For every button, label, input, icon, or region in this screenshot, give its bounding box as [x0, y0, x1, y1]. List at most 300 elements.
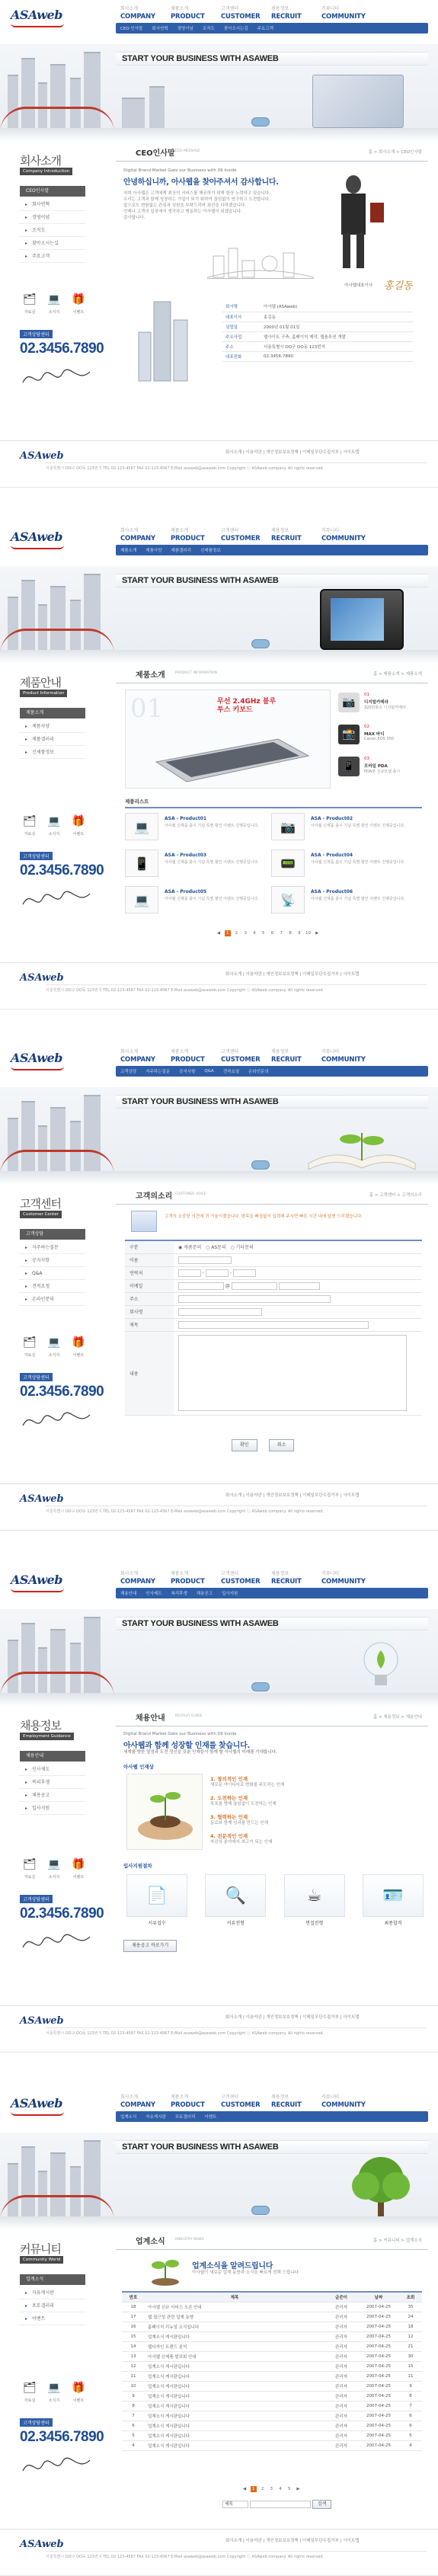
sidebar-item[interactable]: ▸ 인사제도 — [20, 1763, 85, 1776]
row-cell: 관리자 — [325, 2430, 358, 2440]
section-process: 입사지원절차 — [123, 1863, 152, 1869]
page-link[interactable]: 8 — [289, 931, 292, 936]
page-link[interactable]: 2 — [235, 931, 238, 936]
table-row[interactable] — [122, 2312, 422, 2322]
phone-number: 02.3456.7890 — [20, 862, 104, 878]
process-step: 🔍 서류전형 — [205, 1874, 266, 1926]
product-item[interactable]: 📟 ASA - Product04 아사웹 신제품 출시 기념 특별 할인 이벤트 진행중입니다. — [271, 850, 424, 878]
row-cell: 관리자 — [325, 2351, 358, 2361]
featured-product[interactable]: 01 무선 2.4GHz 블루투스 키보드 — [125, 690, 331, 789]
search-docs-icon: 🔍 — [205, 1874, 266, 1917]
phone-input-2[interactable] — [206, 1269, 229, 1277]
folder-icon[interactable]: 🗂 자료실 — [23, 815, 37, 837]
page-title: 채용안내 — [136, 1714, 165, 1723]
row-cell: 6 — [399, 2421, 422, 2430]
quick-icons — [20, 1856, 88, 1880]
main-visual — [0, 1087, 438, 1185]
document-icon: 📄 — [126, 1874, 187, 1917]
table-header: 번호 제목 글쓴이 날짜 조회 — [122, 2292, 422, 2302]
subnav-item[interactable]: 제품소개 — [120, 549, 137, 553]
radio-option[interactable]: ○ 기타문의 — [230, 1245, 254, 1251]
subnav-item[interactable]: 복리후생 — [171, 1592, 187, 1596]
sidebar-item[interactable]: ▸ 채용공고 — [20, 1789, 85, 1802]
gnb-company[interactable]: 회사소개 COMPANY — [120, 2094, 155, 2109]
recruit-notice-button[interactable]: 채용공고 바로가기 — [123, 1940, 177, 1952]
city-sketch — [207, 233, 314, 279]
row-cell: 24 — [399, 2312, 422, 2322]
event-icon[interactable]: 🎁 이벤트 — [72, 2382, 85, 2403]
lightbulb-image — [358, 1640, 404, 1693]
sub-nav — [116, 23, 428, 34]
quick-icons — [20, 813, 88, 837]
sidebar-subtitle: Customer Center — [20, 1211, 62, 1218]
notebook-icon[interactable]: 💻 소식지 — [47, 1336, 61, 1358]
pmp-device-image — [320, 589, 404, 650]
gnb-customer[interactable]: 고객센터 CUSTOMER — [221, 528, 261, 542]
next-page[interactable]: ▶ — [315, 931, 319, 936]
header — [0, 1043, 438, 1087]
submit-button[interactable]: 확인 — [232, 1439, 257, 1451]
row-cell: 관리자 — [325, 2381, 358, 2391]
footer-links[interactable]: 회사소개 | 이용약관 | 개인정보보호정책 | 이메일무단수집거부 | 사이트맵 — [225, 1493, 360, 1498]
folder-icon[interactable]: 🗂 자료실 — [23, 1336, 37, 1358]
footer: ASAweb 회사소개 | 이용약관 | 개인정보보호정책 | 이메일무단수집거부 | 사이트맵 서울특별시 OO구 OO동 123번지 TEL 02-123-4567 FAX 02-123-4567 E-Mail asaweb@asaweb.com Copyright ⓒ ASAweb company. All rights reserved. — [0, 440, 438, 488]
email-domain-input[interactable] — [232, 1282, 277, 1290]
ceo-headline: 안녕하십니까, 아사웹을 찾아주셔서 감사합니다. — [123, 178, 279, 187]
phone-number: 02.3456.7890 — [20, 1906, 104, 1922]
row-cell: 관리자 — [325, 2302, 358, 2312]
subnav-item[interactable]: 회사연혁 — [152, 27, 168, 31]
row-cell: 2007-04-25 — [358, 2421, 399, 2430]
sidebar-item[interactable]: ▸ 포토갤러리 — [20, 2299, 85, 2312]
page-link[interactable]: 10 — [305, 931, 311, 936]
sidebar-item[interactable]: ▸ 복리후생 — [20, 1776, 85, 1789]
sidebar-item[interactable]: ▸ 입사지원 — [20, 1802, 85, 1815]
gnb-recruit[interactable]: 채용정보 RECRUIT — [271, 1049, 302, 1064]
email-domain-select[interactable] — [279, 1282, 320, 1290]
sidebar-item-active[interactable]: 업계소식 — [20, 2274, 85, 2285]
gnb-community[interactable]: 커뮤니티 COMMUNITY — [321, 1049, 366, 1064]
event-icon[interactable]: 🎁 이벤트 — [72, 1858, 85, 1880]
header — [0, 522, 438, 566]
address-input[interactable] — [178, 1295, 331, 1303]
company-info-table: 회사명 아사웹 (ASAweb) 대표이사 홍길동 설립일 2000년 01월 01일 주요사업 웹사이트 구축, 홈페이지 제작, 웹솔루션 개발 주소 서울특별시 OO구 OO동 123번지 대표전화 02-3456-7890 — [222, 302, 413, 362]
gnb-community[interactable]: 커뮤니티 COMMUNITY — [321, 6, 366, 21]
row-title-link[interactable]: 업계소식 게시판입니다 — [145, 2361, 325, 2371]
row-title-link[interactable]: 업계소식 게시판입니다 — [145, 2440, 325, 2450]
sidebar-item[interactable]: ▸ 찾아오시는길 — [20, 237, 85, 250]
gnb-company[interactable]: 회사소개 COMPANY — [120, 6, 155, 21]
sidebar-title: 고객센터 — [20, 1197, 61, 1211]
section-ideal-talent: 아사웹 인재상 — [123, 1764, 154, 1770]
row-cell: 관리자 — [325, 2421, 358, 2430]
page-link[interactable]: 6 — [270, 931, 274, 936]
sidebar-subtitle: Product Information — [20, 690, 67, 697]
sidebar-subtitle: Community World — [20, 2256, 63, 2264]
monitor-icon — [131, 1211, 157, 1232]
row-cell: 관리자 — [325, 2361, 358, 2371]
process-step: 📄 서류접수 — [126, 1874, 187, 1926]
subnav-item[interactable]: 입사지원 — [222, 1592, 238, 1596]
table-row[interactable] — [122, 2391, 422, 2401]
row-cell: 6 — [399, 2411, 422, 2421]
sidebar-item[interactable]: ▸ Q&A — [20, 1267, 85, 1280]
mouse-image — [251, 1160, 270, 1170]
subnav-item[interactable]: 인사제도 — [145, 1592, 162, 1596]
subject-input[interactable] — [178, 1321, 369, 1329]
search-field-select[interactable]: 제목 — [222, 2501, 248, 2508]
sidebar-item[interactable]: ▸ 견적요청 — [20, 1280, 85, 1293]
cs-center: 고객상담센터 02.3456.7890 — [20, 846, 96, 879]
gnb-recruit[interactable]: 채용정보 RECRUIT — [271, 6, 302, 21]
content-textarea[interactable] — [178, 1335, 407, 1411]
row-cell: 30 — [399, 2351, 422, 2361]
content: 업계소식 INDUSTRY NEWS 홈 > 커뮤니티 > 업계소식 업계소식을 알려드립니다 아사웹이 새로운 업계 동향과 소식을 빠르게 전해 드립니다. 번호 제목 글쓴이 날짜 조회 18 아사웹 신규 서비스 오픈 안내 관리자 2007-04-25 35 17 웹 접근성 관련 업계 동향 관리자 2007-04-25 24 16 홈페이지 리뉴얼 소식입니다 관리자 2007-04-25 18 15 업계소식 게시판입니다 관리자 2007-04-25 12 14 웹디자인 트렌드 분석 관리자 2007-04-25 21 13 아사웹 신제품 발표회 안내 관리자 2007-04-25 30 12 업계소식 게시판입니다 관리자 2007-04-25 15 11 업계소식 게시판입니다 관리자 2007-04-25 11 10 업계소식 게시판입니다 관리자 2007-04-25 9 9 업계소식 게시판입니다 관리자 2007-04-25 8 8 업계소식 게시판입니다 관리자 2007-04-25 7 7 업계소식 게시판입니다 관리자 2007-04-25 6 6 업계소식 게시판입니다 관리자 2007-04-25 6 5 업계소식 게시판입니다 관리자 2007-04-25 5 4 업계소식 게시판입니다 관리자 2007-04-25 4 ◀ 1 2 3 4 5 ▶ 제목 검색 — [116, 2230, 428, 2529]
row-cell: 2007-04-25 — [358, 2302, 399, 2312]
logo[interactable]: ASAweb — [11, 530, 79, 551]
table-row[interactable] — [122, 2341, 422, 2351]
row-cell: 관리자 — [325, 2322, 358, 2331]
gnb-community[interactable]: 커뮤니티 COMMUNITY — [321, 2094, 366, 2109]
footer-links[interactable]: 회사소개 | 이용약관 | 개인정보보호정책 | 이메일무단수집거부 | 사이트맵 — [225, 972, 360, 977]
subnav-item[interactable]: 채용공고 — [196, 1592, 213, 1596]
table-row[interactable] — [122, 2411, 422, 2421]
row-cell: 2007-04-25 — [358, 2440, 399, 2450]
footer-links[interactable]: 회사소개 | 이용약관 | 개인정보보호정책 | 이메일무단수집거부 | 사이트맵 — [225, 450, 360, 455]
subnav-item[interactable]: Q&A — [204, 1069, 214, 1074]
product-item[interactable]: 💻 ASA - Product05 아사웹 신제품 출시 기념 특별 할인 이벤트 진행중입니다. — [125, 886, 277, 915]
subnav-item[interactable]: 자유게시판 — [145, 2115, 166, 2120]
logo[interactable]: ASAweb — [11, 1573, 79, 1594]
subnav-item[interactable]: 채용안내 — [120, 1592, 137, 1596]
gnb-recruit[interactable]: 채용정보 RECRUIT — [271, 1571, 302, 1586]
product-item[interactable]: 📷 ASA - Product02 아사웹 신제품 출시 기념 특별 할인 이벤트 진행중입니다. — [271, 813, 424, 842]
gnb-company[interactable]: 회사소개 COMPANY — [120, 528, 155, 542]
footer-links[interactable]: 회사소개 | 이용약관 | 개인정보보호정책 | 이메일무단수집거부 | 사이트맵 — [225, 2015, 360, 2020]
prev-page[interactable]: ◀ — [242, 2487, 247, 2491]
product-item[interactable]: 📡 ASA - Product06 아사웹 신제품 출시 기념 특별 할인 이벤트 진행중입니다. — [271, 886, 424, 915]
row-cell: 12 — [122, 2361, 145, 2371]
content — [116, 664, 428, 962]
gnb-product[interactable]: 제품소개 PRODUCT — [171, 1049, 205, 1064]
sidebar-item[interactable]: ▸ 신제품정보 — [20, 746, 85, 759]
folder-icon[interactable]: 🗂 자료실 — [23, 293, 37, 315]
subnav-item[interactable]: 견적요청 — [222, 1070, 240, 1074]
slogan: START YOUR BUSINESS WITH ASAWEB — [122, 1097, 279, 1106]
phone-input-1[interactable] — [178, 1269, 201, 1277]
slogan: START YOUR BUSINESS WITH ASAWEB — [122, 54, 279, 63]
subnav-item[interactable]: 포토갤러리 — [174, 2115, 196, 2120]
row-cell: 2007-04-25 — [358, 2430, 399, 2440]
sidebar-item[interactable]: ▸ 회사연혁 — [20, 198, 85, 211]
mouse-image — [251, 117, 270, 126]
search-input[interactable] — [250, 2501, 311, 2508]
main-visual — [0, 566, 438, 664]
open-book-image — [305, 1133, 419, 1171]
side-product[interactable]: 📱 03 모바일 PDA PDA폰 신규모델 출시 — [338, 754, 422, 786]
row-cell: 5 — [122, 2430, 145, 2440]
sub-nav — [116, 1588, 428, 1598]
table-row[interactable] — [122, 2351, 422, 2361]
row-cell: 9 — [122, 2391, 145, 2401]
table-row[interactable] — [122, 2371, 422, 2381]
main-visual — [0, 2133, 438, 2230]
cancel-button[interactable]: 취소 — [269, 1439, 295, 1451]
notebook-icon[interactable]: 💻 소식지 — [47, 293, 61, 315]
prev-page[interactable]: ◀ — [216, 931, 221, 936]
product-item[interactable]: 📱 ASA - Product03 아사웹 신제품 출시 기념 특별 할인 이벤트 진행중입니다. — [125, 850, 277, 878]
row-cell: 2007-04-25 — [358, 2341, 399, 2351]
gnb-product[interactable]: 제품소개 PRODUCT — [171, 528, 205, 542]
sidebar-item-active[interactable]: 고객상담 — [20, 1229, 85, 1240]
page-link[interactable]: 4 — [253, 931, 256, 936]
name-input[interactable] — [178, 1256, 232, 1264]
notebook-icon[interactable]: 💻 소식지 — [47, 2382, 61, 2403]
sidebar — [0, 1707, 105, 2005]
slogan: START YOUR BUSINESS WITH ASAWEB — [122, 576, 279, 585]
gnb-product[interactable]: 제품소개 PRODUCT — [171, 6, 205, 21]
logo[interactable]: ASAweb — [11, 8, 79, 29]
row-cell: 7 — [122, 2411, 145, 2421]
row-title-link[interactable]: 업계소식 게시판입니다 — [145, 2401, 325, 2411]
logo[interactable]: ASAweb — [11, 2096, 79, 2117]
sidebar-item[interactable]: ▸ 제품갤러리 — [20, 733, 85, 746]
radio-option[interactable]: ◉ 제품문의 — [178, 1245, 202, 1251]
sidebar-item[interactable]: ▸ 자주하는질문 — [20, 1241, 85, 1254]
row-title-link[interactable]: 업계소식 게시판입니다 — [145, 2411, 325, 2421]
main-visual — [0, 44, 438, 142]
page-link[interactable]: 3 — [244, 931, 247, 936]
gnb-customer[interactable]: 고객센터 CUSTOMER — [221, 1571, 261, 1586]
row-cell: 관리자 — [325, 2341, 358, 2351]
row-cell: 5 — [399, 2430, 422, 2440]
row-cell: 21 — [399, 2341, 422, 2351]
content-title-bar: 채용안내 RECRUIT GUIDE 홈 > 채용정보 > 채용안내 — [116, 1707, 428, 1726]
value-item: 4. 전문적인 인재 자신의 분야에서 최고가 되는 인재 — [210, 1833, 273, 1845]
ceo-message: 저희 아사웹은 고객에게 최상의 서비스를 제공하기 위해 항상 노력하고 있습니다. 우리는 고객과 함께 성장하는 기업이 되기 위하여 끊임없이 연구하고 도전합니다. 앞으로도 변함없는 관심과 성원을 부탁드리며 최선을 다하겠습니다. 언제나 고객의 입장에서 생각하고 행동하는 아사웹이 되겠습니다. 감사합니다. — [123, 191, 270, 220]
coffee-icon: ☕ — [284, 1874, 345, 1917]
row-cell: 8 — [399, 2391, 422, 2401]
table-row[interactable] — [122, 2302, 422, 2312]
event-icon[interactable]: 🎁 이벤트 — [72, 815, 85, 837]
page-link[interactable]: 3 — [270, 2487, 273, 2491]
folder-icon[interactable]: 🗂 자료실 — [23, 1858, 37, 1880]
sidebar-subtitle: Company Introduction — [20, 168, 72, 175]
radio-option[interactable]: ○ AS문의 — [206, 1245, 226, 1251]
row-title-link[interactable]: 아사웹 신제품 발표회 안내 — [145, 2351, 325, 2361]
subnav-item[interactable]: 온라인문의 — [248, 1070, 269, 1074]
row-cell: 18 — [122, 2302, 145, 2312]
ceo-signature: 홍길동 — [384, 280, 413, 292]
email-id-input[interactable] — [178, 1282, 224, 1290]
notebook-icon[interactable]: 💻 소식지 — [47, 815, 61, 837]
row-title-link[interactable]: 웹 접근성 관련 업계 동향 — [145, 2312, 325, 2322]
table-row[interactable] — [122, 2361, 422, 2371]
folder-icon[interactable]: 🗂 자료실 — [23, 2382, 37, 2403]
page-link[interactable]: 1 — [251, 2486, 257, 2492]
subnav-item[interactable]: 고객상담 — [120, 1070, 137, 1074]
gnb-customer[interactable]: 고객센터 CUSTOMER — [221, 6, 261, 21]
sidebar-item[interactable]: ▸ 이벤트 — [20, 2312, 85, 2325]
table-row[interactable] — [122, 2401, 422, 2411]
sidebar-title: 커뮤니티 — [20, 2242, 61, 2256]
sidebar-item-active[interactable]: 채용안내 — [20, 1751, 85, 1762]
page-link[interactable]: 1 — [225, 930, 231, 936]
header — [0, 1565, 438, 1609]
sidebar-item[interactable]: ▸ 제품사양 — [20, 720, 85, 733]
content: 채용안내 RECRUIT GUIDE 홈 > 채용정보 > 채용안내 Digital Brand Market Gate our Business with 09 Inside 아사웹과 함께 성장할 인재를 찾습니다. 세계를 향한 열정과 도전 정신을 갖춘 인재들이 함께 할 아사웹의 미래를 기대합니다. 아사웹 인재상 1. 창의적인 인재 새로운 아이디어로 변화를 주도하는 인재 2. 도전하는 인재 목표를 향해 끊임없이 도전하는 인재 3. 협력하는 인재 동료와 함께 성과를 만드는 인재 4. 전문적인 인재 자신의 분야에서 최고가 되는 인재 입사지원절차 📄 서류접수 🔍 서류전형 ☕ 면접전형 🪪 최종합격 채용공고 바로가기 — [116, 1707, 428, 2005]
talent-values — [210, 1775, 416, 1845]
row-cell: 2007-04-25 — [358, 2361, 399, 2371]
row-title-link[interactable]: 업계소식 게시판입니다 — [145, 2391, 325, 2401]
page-title: 고객의소리 — [136, 1192, 173, 1201]
page-title: 제품소개 — [136, 671, 165, 680]
row-title-link[interactable]: 업계소식 게시판입니다 — [145, 2381, 325, 2391]
page-product — [0, 522, 438, 1010]
gnb-product[interactable]: 제품소개 PRODUCT — [171, 1571, 205, 1586]
row-cell: 2007-04-25 — [358, 2381, 399, 2391]
search-button[interactable]: 검색 — [312, 2500, 332, 2509]
subnav-item[interactable]: CEO 인사말 — [120, 27, 143, 31]
page-link[interactable]: 5 — [262, 931, 265, 936]
notebook-icon[interactable]: 💻 소식지 — [47, 1858, 61, 1880]
gnb-community[interactable]: 커뮤니티 COMMUNITY — [321, 1571, 366, 1586]
row-title-link[interactable]: 업계소식 게시판입니다 — [145, 2421, 325, 2430]
sidebar-item-active[interactable]: 제품소개 — [20, 708, 85, 718]
signature-image — [20, 2451, 96, 2482]
footer: ASAweb 회사소개 | 이용약관 | 개인정보보호정책 | 이메일무단수집거부 | 사이트맵 서울특별시 OO구 OO동 123번지 TEL 02-123-4567 FAX 02-123-4567 E-Mail asaweb@asaweb.com Copyright ⓒ ASAweb company. All rights reserved. — [0, 1483, 438, 1531]
table-row[interactable] — [122, 2322, 422, 2331]
subnav-item[interactable]: 경영이념 — [177, 27, 193, 31]
page-title: 업계소식 — [136, 2238, 165, 2246]
row-cell: 2007-04-25 — [358, 2322, 399, 2331]
sidebar — [0, 1185, 105, 1483]
page-link[interactable]: 5 — [288, 2487, 291, 2491]
gnb-product[interactable]: 제품소개 PRODUCT — [171, 2094, 205, 2109]
row-cell: 관리자 — [325, 2391, 358, 2401]
subnav-item[interactable]: 제품갤러리 — [171, 549, 192, 553]
sidebar-item[interactable]: ▸ 주요고객 — [20, 250, 85, 263]
sidebar-item-active[interactable]: CEO인사말 — [20, 186, 85, 197]
sidebar-item[interactable]: ▸ 조직도 — [20, 224, 85, 237]
footer-links[interactable]: 회사소개 | 이용약관 | 개인정보보호정책 | 이메일무단수집거부 | 사이트맵 — [225, 2539, 360, 2543]
breadcrumb: 홈 > 제품소개 > 제품소개 — [372, 672, 422, 677]
side-products — [338, 690, 422, 786]
ceo-photo — [320, 172, 388, 279]
row-cell: 16 — [122, 2322, 145, 2331]
row-title-link[interactable]: 아사웹 신규 서비스 오픈 안내 — [145, 2302, 325, 2312]
row-cell: 10 — [122, 2381, 145, 2391]
board-headline: 업계소식을 알려드립니다 — [192, 2262, 273, 2270]
phone-input-3[interactable] — [233, 1269, 256, 1277]
subnav-item[interactable]: 주요고객 — [257, 27, 273, 31]
row-title-link[interactable]: 업계소식 게시판입니다 — [145, 2371, 325, 2381]
page-link[interactable]: 2 — [261, 2487, 264, 2491]
side-product[interactable]: 📸 02 MAX 바디 Canon EOS 350 — [338, 722, 422, 754]
row-cell: 관리자 — [325, 2411, 358, 2421]
row-cell: 관리자 — [325, 2440, 358, 2450]
logo[interactable]: ASAweb — [11, 1051, 79, 1072]
main-visual — [0, 1609, 438, 1707]
table-row[interactable] — [122, 2381, 422, 2391]
tree-image — [343, 2151, 419, 2227]
row-cell: 13 — [122, 2351, 145, 2361]
table-row[interactable] — [122, 2430, 422, 2440]
product-item[interactable]: 💻 ASA - Product01 아사웹 신제품 출시 기념 특별 할인 이벤트 진행중입니다. — [125, 813, 277, 842]
content — [116, 1185, 428, 1483]
event-icon[interactable]: 🎁 이벤트 — [72, 1336, 85, 1358]
row-cell: 관리자 — [325, 2312, 358, 2322]
row-title-link[interactable]: 웹디자인 트렌드 분석 — [145, 2341, 325, 2351]
mouse-image — [251, 1682, 270, 1691]
side-product[interactable]: 📷 01 디지털카메라 320만화소 디지털카메라 — [338, 690, 422, 722]
table-row[interactable] — [122, 2440, 422, 2450]
subnav-item[interactable]: 이벤트 — [204, 2115, 217, 2120]
gnb-community[interactable]: 커뮤니티 COMMUNITY — [321, 528, 366, 542]
table-row[interactable] — [122, 2331, 422, 2341]
row-cell: 15 — [122, 2331, 145, 2341]
page-customer — [0, 1043, 438, 1531]
quick-icons — [20, 291, 88, 315]
page-link[interactable]: 7 — [280, 931, 283, 936]
signature-image — [20, 363, 96, 393]
next-page[interactable]: ▶ — [296, 2487, 300, 2491]
page-link[interactable]: 4 — [279, 2487, 282, 2491]
gnb-customer[interactable]: 고객센터 CUSTOMER — [221, 2094, 261, 2109]
gnb-recruit[interactable]: 채용정보 RECRUIT — [271, 2094, 302, 2109]
sidebar-item[interactable]: ▸ 자유게시판 — [20, 2286, 85, 2299]
board-search — [222, 2500, 331, 2509]
gnb-customer[interactable]: 고객센터 CUSTOMER — [221, 1049, 261, 1064]
gnb-company[interactable]: 회사소개 COMPANY — [120, 1571, 155, 1586]
company-input[interactable] — [178, 1308, 262, 1316]
page-title: CEO인사말 — [136, 149, 175, 158]
value-item: 1. 창의적인 인재 새로운 아이디어로 변화를 주도하는 인재 — [210, 1776, 285, 1787]
subnav-item[interactable]: 자주하는질문 — [145, 1070, 171, 1074]
subnav-item[interactable]: 조직도 — [202, 27, 215, 31]
laptop-image — [312, 75, 404, 128]
subnav-item[interactable]: 신제품정보 — [200, 549, 221, 553]
row-cell: 2007-04-25 — [358, 2351, 399, 2361]
content-title-bar: CEO인사말 CEO MESSAGE 홈 > 회사소개 > CEO인사말 — [116, 142, 428, 162]
row-cell: 2007-04-25 — [358, 2331, 399, 2341]
page-company — [0, 0, 438, 488]
sidebar-item[interactable]: ▸ 경영이념 — [20, 211, 85, 224]
page-link[interactable]: 9 — [298, 931, 301, 936]
sidebar-menu — [20, 1229, 85, 1306]
sidebar-item[interactable]: ▸ 온라인문의 — [20, 1293, 85, 1306]
row-cell: 15 — [399, 2361, 422, 2371]
subnav-item[interactable]: 공지사항 — [179, 1070, 196, 1074]
row-cell: 2007-04-25 — [358, 2312, 399, 2322]
gnb-recruit[interactable]: 채용정보 RECRUIT — [271, 528, 302, 542]
gnb-company[interactable]: 회사소개 COMPANY — [120, 1049, 155, 1064]
subnav-item[interactable]: 찾아오시는길 — [223, 27, 248, 31]
event-icon[interactable]: 🎁 이벤트 — [72, 293, 85, 315]
row-cell: 6 — [122, 2421, 145, 2430]
subnav-item[interactable]: 업계소식 — [120, 2115, 137, 2120]
row-title-link[interactable]: 업계소식 게시판입니다 — [145, 2430, 325, 2440]
table-row[interactable] — [122, 2421, 422, 2430]
row-cell: 4 — [399, 2440, 422, 2450]
row-cell: 12 — [399, 2331, 422, 2341]
sidebar — [0, 664, 105, 962]
row-title-link[interactable]: 홈페이지 리뉴얼 소식입니다 — [145, 2322, 325, 2331]
row-cell: 관리자 — [325, 2371, 358, 2381]
subnav-item[interactable]: 제품사양 — [145, 549, 162, 553]
row-title-link[interactable]: 업계소식 게시판입니다 — [145, 2331, 325, 2341]
sidebar-item[interactable]: ▸ 공지사항 — [20, 1254, 85, 1267]
